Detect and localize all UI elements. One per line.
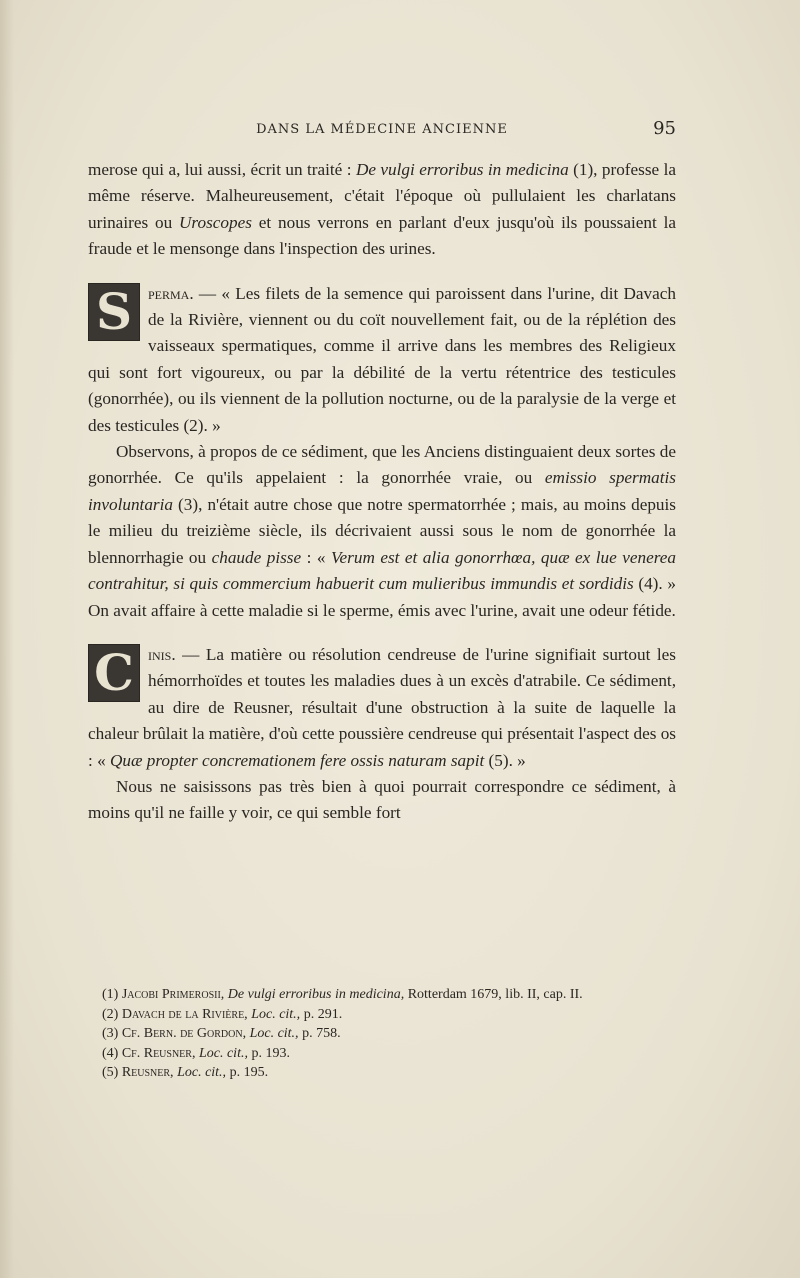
text-span: (4). » On avait affaire à cette maladie si le sperme, émis avec l'urine, avait une odeur fétide. — [88, 574, 676, 620]
footnote-author: Davach de la Rivière, — [121, 1006, 248, 1022]
section-lead-word: perma. — [148, 283, 194, 303]
text-span: merose qui a, lui aussi, écrit un traité : — [88, 160, 356, 179]
text-span: (3), n'était autre chose que notre spermatorrhée ; mais, au moins depuis le milieu du treizième siècle, ils décrivaient aussi sous le nom de gonorrhée la blennorrhagie ou — [88, 494, 676, 567]
footnote-author: Jacobi Primerosii, — [121, 987, 225, 1002]
footnote-number: (4) — [102, 1045, 119, 1061]
binding-shadow — [0, 0, 14, 1278]
italic-latin-quote: Quæ propter concremationem fere ossis naturam sapit — [109, 750, 485, 770]
drop-cap-c-ornament — [88, 644, 140, 702]
footnote-author: Cf. Bern. de Gordon, — [121, 1026, 247, 1041]
body-text — [88, 157, 676, 827]
italic-term: chaude pisse — [211, 547, 302, 567]
page-header — [88, 118, 676, 144]
paragraph-1 — [88, 157, 676, 263]
footnote-title: De vulgi erroribus in medicina, — [227, 987, 405, 1002]
text-span: (1), professe la même réserve. Malheureusement, c'était l'époque où pullulaient les charlatans urinaires ou — [88, 160, 676, 232]
footnote-title: Loc. cit., — [177, 1065, 227, 1080]
italic-title: De vulgi erroribus in medicina — [355, 160, 569, 179]
footnote-rest: p. 291. — [300, 1006, 343, 1022]
italic-latin: emissio spermatis involuntaria — [88, 468, 676, 514]
footnote-rest: p. 193. — [247, 1045, 290, 1061]
footnote-number: (1) — [102, 987, 119, 1002]
text-span: (5). » — [484, 750, 526, 770]
footnote-title: Loc. cit., — [251, 1006, 301, 1022]
paragraph-last: Nous ne saisissons pas très bien à quoi pourrait correspondre ce sédiment, à moins qu'il ne faille y voir, ce qui semble fort — [88, 776, 676, 823]
text-span: — La matière ou résolution cendreuse de l'urine signifiait surtout les hémorrhoïdes et toutes les maladies dues à un excès d'atrabile. Ce sédiment, au dire de Reusner, résultait d'une obstruction à la suite de laquelle la chaleur brûlait la matière, d'où cette poussière cendreuse qui présentait l'aspect des os : « — [88, 644, 676, 770]
section-lead-word: inis. — [148, 644, 176, 664]
text-span: — « Les filets de la semence qui paroissent dans l'urine, dit Davach de la Rivière, viennent ou du coït nouvellement fait, ou de la réplétion des vaisseaux spermatiques, comme il arrive dans les membres des Religieux qui sont fort vigoureux, ou par la débilité de la vertu rétentrice des testicules (gonorrhée), ou ils viennent de la pollution nocturne, ou de la paralysie de la verge et des testicules (2). » — [88, 283, 676, 435]
running-head: DANS LA MÉDECINE ANCIENNE — [256, 122, 508, 137]
footnote-3 — [88, 1024, 676, 1044]
drop-cap-s-ornament — [88, 283, 140, 341]
page-number: 95 — [653, 118, 676, 139]
footnote-rest: p. 195. — [226, 1065, 269, 1080]
footnote-2 — [88, 1005, 676, 1025]
footnote-author: Cf. Reusner, — [121, 1045, 196, 1061]
footnote-number: (2) — [102, 1006, 119, 1022]
text-span: Observons, à propos de ce sédiment, que les Anciens distinguaient deux sortes de gonorrhée. Ce qu'ils appelaient : la gonorrhée vraie, ou — [88, 442, 676, 488]
footnote-title: Loc. cit., — [249, 1026, 299, 1041]
paragraph-cinis — [88, 642, 676, 774]
footnote-1 — [88, 985, 676, 1005]
footnote-5 — [88, 1063, 676, 1083]
text-span: et nous verrons en parlant d'eux jusqu'où ils poussaient la fraude et le mensonge dans l'inspection des urines. — [88, 212, 676, 259]
footnote-rest: p. 758. — [298, 1026, 341, 1041]
footnote-number: (5) — [102, 1065, 119, 1080]
paragraph-sperma — [88, 281, 676, 439]
italic-latin-quote: Verum est et alia gonorrhœa, quæ ex lue venerea contrahitur, si quis commercium habuerit cum mulieribus immundis et sordidis — [88, 547, 677, 594]
drop-cap-letter: S — [95, 281, 133, 341]
footnote-author: Reusner, — [121, 1065, 174, 1080]
footnote-rest: Rotterdam 1679, lib. II, cap. II. — [404, 987, 583, 1002]
footnote-number: (3) — [102, 1026, 119, 1041]
footnotes — [88, 985, 676, 1083]
italic-term: Uroscopes — [179, 212, 252, 232]
paragraph-gonorrhee — [88, 439, 676, 624]
footnote-4 — [88, 1044, 676, 1064]
footnote-title: Loc. cit., — [198, 1045, 248, 1061]
text-span: : « — [301, 547, 331, 567]
drop-cap-letter: C — [94, 642, 134, 702]
